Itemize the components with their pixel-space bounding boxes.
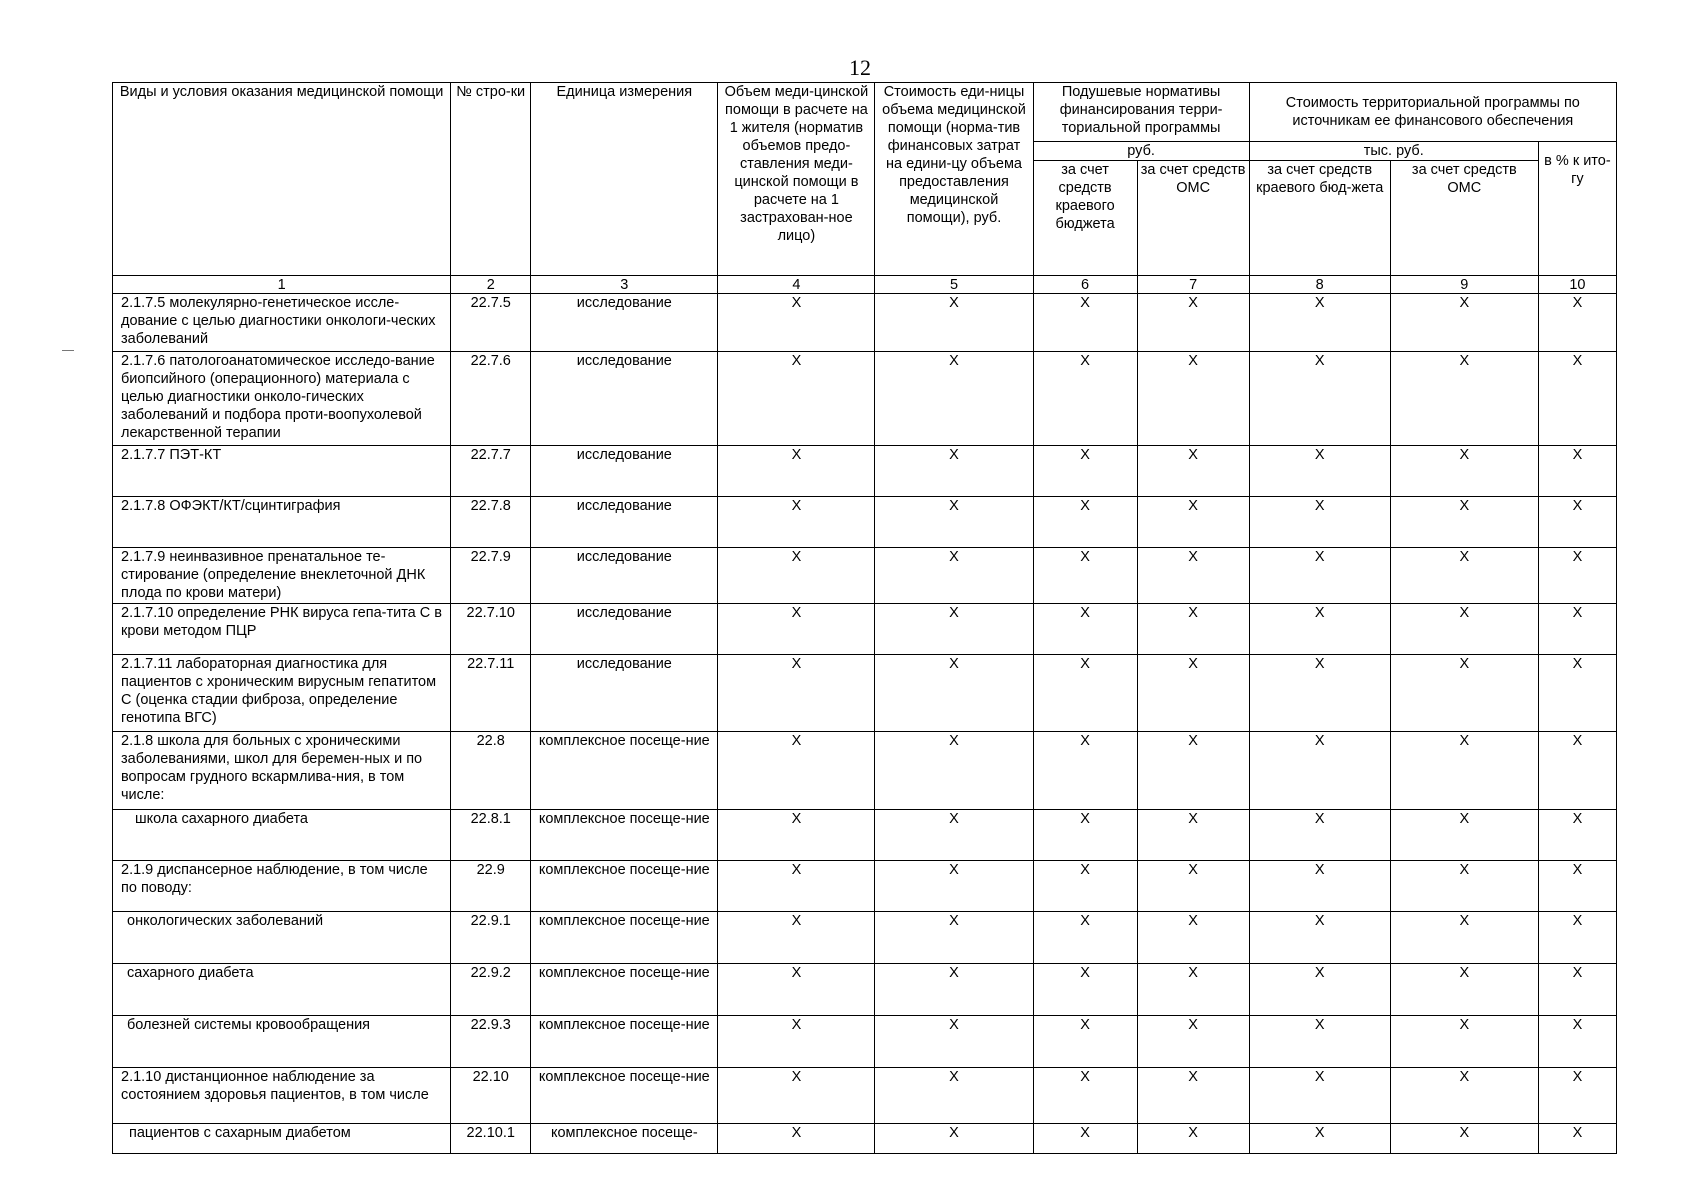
cell-mark: Х: [1137, 732, 1249, 810]
table-row: [113, 861, 1617, 912]
header-volume-text: Объем меди-цинской помощи в расчете на 1 жителя (норматив объемов предо-ставления меди-цинской помощи в расчете на 1 застрахован-ное лицо): [724, 84, 869, 244]
row-code: 22.7.6: [451, 352, 531, 446]
cell-mark: Х: [875, 446, 1033, 497]
cell-mark: Х: [1249, 1124, 1390, 1154]
cell-mark: Х: [718, 912, 875, 964]
row-name: 2.1.10 дистанционное наблюдение за состоянием здоровья пациентов, в том числе: [113, 1068, 451, 1124]
cell-mark: Х: [1390, 548, 1538, 604]
row-code: 22.7.8: [451, 497, 531, 548]
row-code: 22.9.3: [451, 1016, 531, 1068]
financing-table: [112, 82, 1617, 1154]
row-code: 22.7.10: [451, 604, 531, 655]
row-code: 22.9.2: [451, 964, 531, 1016]
cell-mark: Х: [718, 294, 875, 352]
cell-mark: Х: [1137, 1068, 1249, 1124]
cell-mark: Х: [1538, 861, 1616, 912]
header-percent-of-total: в % к ито-гу: [1538, 142, 1616, 276]
cell-mark: Х: [1538, 294, 1616, 352]
row-unit: комплексное посеще-: [531, 1124, 718, 1154]
cell-mark: Х: [1137, 548, 1249, 604]
table-row: [113, 1124, 1617, 1154]
page-number: 12: [849, 55, 871, 80]
cell-mark: Х: [1033, 497, 1137, 548]
cell-mark: Х: [1538, 1016, 1616, 1068]
table-header: [113, 83, 1617, 294]
row-name: болезней системы кровообращения: [113, 1016, 451, 1068]
table-row: [113, 294, 1617, 352]
cell-mark: Х: [1538, 352, 1616, 446]
cell-mark: Х: [1033, 964, 1137, 1016]
row-unit: исследование: [531, 352, 718, 446]
cell-mark: Х: [1538, 1068, 1616, 1124]
row-unit: исследование: [531, 548, 718, 604]
cell-mark: Х: [718, 497, 875, 548]
cell-mark: Х: [875, 861, 1033, 912]
cell-mark: Х: [1033, 604, 1137, 655]
cell-mark: Х: [875, 964, 1033, 1016]
row-code: 22.9: [451, 861, 531, 912]
column-number: 5: [875, 276, 1033, 294]
table-row: [113, 352, 1617, 446]
cell-mark: Х: [1249, 604, 1390, 655]
cell-mark: Х: [1033, 912, 1137, 964]
cell-mark: Х: [1033, 861, 1137, 912]
cell-mark: Х: [1538, 548, 1616, 604]
row-name: 2.1.7.8 ОФЭКТ/КТ/сцинтиграфия: [113, 497, 451, 548]
row-code: 22.8: [451, 732, 531, 810]
header-types-of-care: Виды и условия оказания медицинской помощи: [113, 83, 451, 276]
row-unit: комплексное посеще-ние: [531, 1016, 718, 1068]
column-number: 2: [451, 276, 531, 294]
row-unit: комплексное посеще-ние: [531, 1068, 718, 1124]
cell-mark: Х: [1249, 294, 1390, 352]
cell-mark: Х: [1538, 446, 1616, 497]
cell-mark: Х: [1033, 294, 1137, 352]
row-name: 2.1.7.6 патологоанатомическое исследо-вание биопсийного (операционного) материала с целью диагностики онколо-гических заболеваний и подбора проти-воопухолевой лекарственной терапии: [113, 352, 451, 446]
cell-mark: Х: [875, 294, 1033, 352]
header-unit-cost: Стоимость еди-ницы объема медицинской помощи (норма-тив финансовых затрат на едини-цу объема предоставления медицинской помощи), руб.: [875, 83, 1033, 276]
cell-mark: Х: [1390, 446, 1538, 497]
table-row: [113, 1016, 1617, 1068]
header-program-cost: Стоимость территориальной программы по источникам ее финансового обеспечения: [1249, 83, 1616, 142]
row-name: 2.1.7.5 молекулярно-генетическое иссле-дование с целью диагностики онкологи-ческих заболеваний: [113, 294, 451, 352]
cell-mark: Х: [718, 1016, 875, 1068]
cell-mark: Х: [1137, 964, 1249, 1016]
cell-mark: Х: [1390, 732, 1538, 810]
cell-mark: Х: [1249, 1068, 1390, 1124]
table-row: [113, 912, 1617, 964]
header-volume: [718, 83, 875, 276]
row-unit: комплексное посеще-ние: [531, 861, 718, 912]
cell-mark: Х: [875, 497, 1033, 548]
row-name: 2.1.9 диспансерное наблюдение, в том числе по поводу:: [113, 861, 451, 912]
row-unit: исследование: [531, 655, 718, 732]
cell-mark: Х: [1249, 446, 1390, 497]
cell-mark: Х: [875, 810, 1033, 861]
cell-mark: Х: [1137, 604, 1249, 655]
cell-mark: Х: [875, 655, 1033, 732]
row-code: 22.8.1: [451, 810, 531, 861]
row-unit: исследование: [531, 497, 718, 548]
cell-mark: Х: [875, 604, 1033, 655]
cell-mark: Х: [875, 912, 1033, 964]
row-unit: комплексное посеще-ние: [531, 912, 718, 964]
header-regional-budget-thousand: за счет средств краевого бюд-жета: [1249, 161, 1390, 276]
cell-mark: Х: [1538, 810, 1616, 861]
cell-mark: Х: [1390, 655, 1538, 732]
header-oms-thousand: за счет средств ОМС: [1390, 161, 1538, 276]
cell-mark: Х: [1390, 604, 1538, 655]
cell-mark: Х: [1538, 912, 1616, 964]
row-name: школа сахарного диабета: [113, 810, 451, 861]
row-code: 22.7.11: [451, 655, 531, 732]
cell-mark: Х: [1538, 732, 1616, 810]
cell-mark: Х: [1249, 497, 1390, 548]
cell-mark: Х: [1390, 810, 1538, 861]
cell-mark: Х: [1538, 655, 1616, 732]
row-name: 2.1.7.11 лабораторная диагностика для пациентов с хроническим вирусным гепатитом С (оценка стадии фиброза, определение генотипа ВГС): [113, 655, 451, 732]
cell-mark: Х: [718, 732, 875, 810]
cell-mark: Х: [1033, 1124, 1137, 1154]
table-row: [113, 446, 1617, 497]
row-name: пациентов с сахарным диабетом: [113, 1124, 451, 1154]
row-name: онкологических заболеваний: [113, 912, 451, 964]
cell-mark: Х: [1249, 912, 1390, 964]
cell-mark: Х: [1249, 655, 1390, 732]
cell-mark: Х: [1137, 294, 1249, 352]
row-unit: комплексное посеще-ние: [531, 732, 718, 810]
table-row: [113, 655, 1617, 732]
cell-mark: Х: [1538, 964, 1616, 1016]
cell-mark: Х: [1249, 964, 1390, 1016]
cell-mark: Х: [718, 548, 875, 604]
cell-mark: Х: [718, 964, 875, 1016]
row-unit: исследование: [531, 446, 718, 497]
table-row: [113, 548, 1617, 604]
cell-mark: Х: [875, 732, 1033, 810]
cell-mark: Х: [1249, 861, 1390, 912]
cell-mark: Х: [718, 352, 875, 446]
cell-mark: Х: [1249, 810, 1390, 861]
column-number: 6: [1033, 276, 1137, 294]
table-row: [113, 604, 1617, 655]
column-number: 7: [1137, 276, 1249, 294]
cell-mark: Х: [1390, 1124, 1538, 1154]
cell-mark: Х: [1390, 294, 1538, 352]
row-code: 22.10.1: [451, 1124, 531, 1154]
row-code: 22.7.7: [451, 446, 531, 497]
row-name: 2.1.8 школа для больных с хроническими заболеваниями, школ для беремен-ных и по вопросам грудного вскармлива-ния, в том числе:: [113, 732, 451, 810]
cell-mark: Х: [1137, 1016, 1249, 1068]
cell-mark: Х: [1033, 1068, 1137, 1124]
cell-mark: Х: [875, 352, 1033, 446]
table-body: [113, 294, 1617, 1154]
header-thousand-rub: тыс. руб.: [1249, 142, 1538, 161]
cell-mark: Х: [1249, 548, 1390, 604]
cell-mark: Х: [875, 1068, 1033, 1124]
column-number: 9: [1390, 276, 1538, 294]
cell-mark: Х: [875, 548, 1033, 604]
cell-mark: Х: [1137, 655, 1249, 732]
cell-mark: Х: [1033, 548, 1137, 604]
header-oms-rub: за счет средств ОМС: [1137, 161, 1249, 276]
header-regional-budget-rub: за счет средств краевого бюджета: [1033, 161, 1137, 276]
table-row: [113, 964, 1617, 1016]
cell-mark: Х: [1033, 655, 1137, 732]
row-name: 2.1.7.9 неинвазивное пренатальное те-стирование (определение внеклеточной ДНК плода по крови матери): [113, 548, 451, 604]
cell-mark: Х: [1137, 912, 1249, 964]
column-number: 10: [1538, 276, 1616, 294]
table-row: [113, 732, 1617, 810]
cell-mark: Х: [1390, 497, 1538, 548]
cell-mark: Х: [718, 655, 875, 732]
row-unit: комплексное посеще-ние: [531, 810, 718, 861]
row-name: сахарного диабета: [113, 964, 451, 1016]
column-number: 8: [1249, 276, 1390, 294]
table-row: [113, 810, 1617, 861]
column-number-row: [113, 276, 1617, 294]
cell-mark: Х: [1137, 352, 1249, 446]
cell-mark: Х: [718, 810, 875, 861]
cell-mark: Х: [1390, 352, 1538, 446]
cell-mark: Х: [1249, 732, 1390, 810]
margin-mark: [62, 350, 74, 351]
cell-mark: Х: [1249, 1016, 1390, 1068]
cell-mark: Х: [1249, 352, 1390, 446]
cell-mark: Х: [1390, 861, 1538, 912]
row-unit: исследование: [531, 294, 718, 352]
header-unit: Единица измерения: [531, 83, 718, 276]
cell-mark: Х: [718, 861, 875, 912]
cell-mark: Х: [1137, 861, 1249, 912]
column-number: 4: [718, 276, 875, 294]
cell-mark: Х: [875, 1016, 1033, 1068]
cell-mark: Х: [1137, 446, 1249, 497]
row-code: 22.7.9: [451, 548, 531, 604]
cell-mark: Х: [1033, 1016, 1137, 1068]
header-rub: руб.: [1033, 142, 1249, 161]
header-per-capita-norms: Подушевые нормативы финансирования терри-ториальной программы: [1033, 83, 1249, 142]
cell-mark: Х: [875, 1124, 1033, 1154]
cell-mark: Х: [1390, 1016, 1538, 1068]
cell-mark: Х: [1390, 1068, 1538, 1124]
cell-mark: Х: [1033, 352, 1137, 446]
cell-mark: Х: [1033, 732, 1137, 810]
cell-mark: Х: [1033, 446, 1137, 497]
cell-mark: Х: [718, 604, 875, 655]
row-unit: комплексное посеще-ние: [531, 964, 718, 1016]
row-code: 22.9.1: [451, 912, 531, 964]
cell-mark: Х: [1390, 912, 1538, 964]
row-code: 22.7.5: [451, 294, 531, 352]
column-number: 1: [113, 276, 451, 294]
table-row: [113, 1068, 1617, 1124]
cell-mark: Х: [1137, 810, 1249, 861]
row-name: 2.1.7.7 ПЭТ-КТ: [113, 446, 451, 497]
column-number: 3: [531, 276, 718, 294]
cell-mark: Х: [1538, 497, 1616, 548]
cell-mark: Х: [1137, 1124, 1249, 1154]
row-name: 2.1.7.10 определение РНК вируса гепа-тита С в крови методом ПЦР: [113, 604, 451, 655]
cell-mark: Х: [718, 1124, 875, 1154]
header-row-number: № стро-ки: [451, 83, 531, 276]
row-code: 22.10: [451, 1068, 531, 1124]
cell-mark: Х: [1390, 964, 1538, 1016]
cell-mark: Х: [1538, 604, 1616, 655]
cell-mark: Х: [1137, 497, 1249, 548]
row-unit: исследование: [531, 604, 718, 655]
table-row: [113, 497, 1617, 548]
cell-mark: Х: [718, 446, 875, 497]
cell-mark: Х: [718, 1068, 875, 1124]
cell-mark: Х: [1538, 1124, 1616, 1154]
cell-mark: Х: [1033, 810, 1137, 861]
